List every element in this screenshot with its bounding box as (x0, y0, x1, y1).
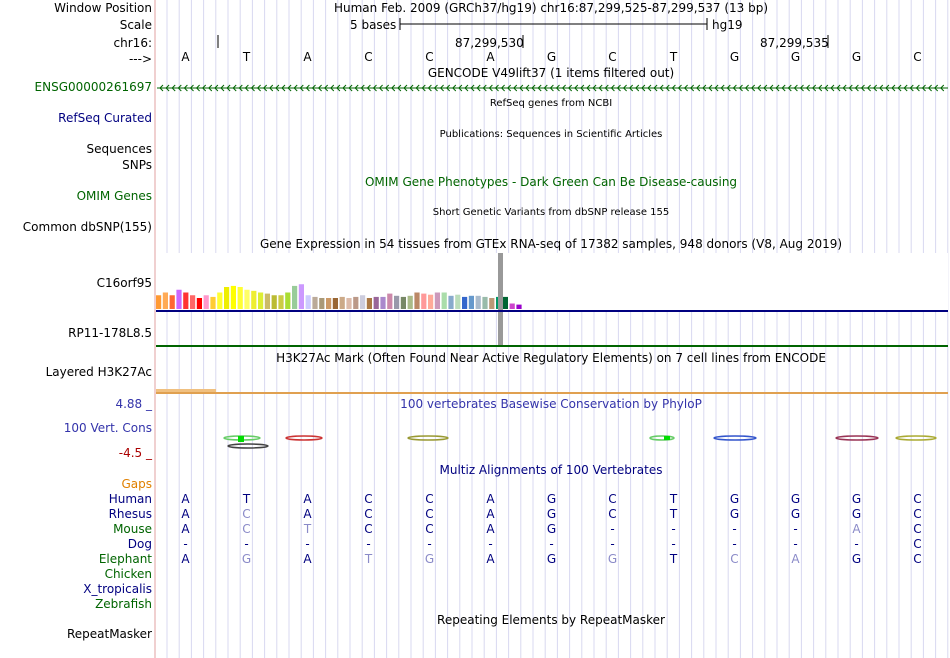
multiz-aligned-base: T (669, 507, 678, 521)
multiz-aligned-base: A (486, 507, 495, 521)
cons-min-label: -4.5 _ (118, 446, 152, 460)
window-position-value: Human Feb. 2009 (GRCh37/hg19) chr16:87,299,525-87,299,537 (13 bp) (333, 1, 769, 15)
reference-base: C (913, 50, 922, 64)
gtex-track-title: Gene Expression in 54 tissues from GTEx RNA-seq of 17382 samples, 948 donors (V8, Aug 2019) (259, 237, 843, 251)
multiz-aligned-base: C (425, 507, 434, 521)
multiz-aligned-base: G (607, 552, 618, 566)
multiz-species-label: X_tropicalis (83, 582, 152, 596)
multiz-aligned-base: G (424, 552, 435, 566)
multiz-aligned-base: G (729, 507, 740, 521)
gtex-tissue-bar (489, 298, 494, 309)
multiz-aligned-base: - (549, 537, 554, 551)
gtex-tissue-bar (435, 293, 440, 310)
multiz-aligned-base: - (305, 537, 310, 551)
multiz-aligned-base: - (793, 537, 798, 551)
multiz-aligned-base: C (364, 492, 373, 506)
multiz-aligned-base: T (669, 492, 678, 506)
multiz-aligned-base: - (732, 522, 737, 536)
gtex-tissue-bar (374, 297, 379, 309)
cons-track-label[interactable]: 100 Vert. Cons (63, 421, 152, 435)
coordinate-label-1: 87,299,530 (455, 36, 524, 50)
multiz-aligned-base: A (181, 492, 190, 506)
gtex-tissue-bar (510, 304, 515, 310)
multiz-aligned-base: C (608, 507, 617, 521)
multiz-aligned-base: A (486, 522, 495, 536)
gtex-tissue-bar (306, 295, 311, 309)
window-position-label: Window Position (54, 1, 152, 15)
multiz-aligned-base: C (730, 552, 739, 566)
conservation-alignment-glyph (286, 436, 322, 440)
multiz-aligned-base: G (790, 507, 801, 521)
publications-track-title: Publications: Sequences in Scientific Articles (439, 129, 663, 140)
multiz-aligned-base: G (851, 492, 862, 506)
multiz-aligned-base: C (364, 522, 373, 536)
gtex-tissue-bar (197, 298, 202, 309)
publications-sequences-label[interactable]: Sequences (86, 142, 152, 156)
multiz-aligned-base: - (671, 537, 676, 551)
omim-track-label[interactable]: OMIM Genes (76, 189, 152, 203)
gtex-tissue-bar (265, 294, 270, 309)
multiz-aligned-base: - (671, 522, 676, 536)
multiz-aligned-base: - (366, 537, 371, 551)
gtex-tissue-bar (217, 293, 222, 310)
multiz-aligned-base: C (242, 522, 251, 536)
h3k27ac-track-label[interactable]: Layered H3K27Ac (45, 365, 152, 379)
multiz-aligned-base: G (241, 552, 252, 566)
gtex-tissue-bar (516, 305, 521, 309)
multiz-aligned-base: T (669, 552, 678, 566)
conservation-highlight-glyph (238, 436, 244, 442)
multiz-aligned-base: C (242, 507, 251, 521)
multiz-aligned-base: C (913, 537, 922, 551)
gtex-tissue-bar (244, 290, 249, 309)
gtex-tissue-bar (204, 295, 209, 309)
multiz-species-label: Rhesus (108, 507, 152, 521)
gtex-tissue-bar (163, 293, 168, 310)
multiz-aligned-base: G (851, 552, 862, 566)
conservation-alignment-glyph (228, 444, 268, 448)
gtex-tissue-bar (462, 297, 467, 309)
multiz-species-label: Human (108, 492, 152, 506)
gtex-tissue-bar (333, 298, 338, 309)
multiz-aligned-base: - (183, 537, 188, 551)
reference-base: C (608, 50, 617, 64)
gtex-tissue-bar (421, 294, 426, 309)
gtex-tissue-bar (326, 298, 331, 309)
gtex-tissue-bar (428, 295, 433, 309)
gencode-track-title: GENCODE V49lift37 (1 items filtered out) (427, 66, 675, 80)
gtex-tissue-bar (210, 297, 215, 309)
scale-label: Scale (119, 18, 152, 32)
multiz-aligned-base: C (425, 522, 434, 536)
conservation-alignment-glyph (650, 436, 674, 440)
gtex-tissue-bar (278, 295, 283, 309)
multiz-aligned-base: T (242, 492, 251, 506)
gtex-tissue-bar (353, 297, 358, 309)
gtex-tissue-bar (408, 296, 413, 309)
cons-max-label: 4.88 _ (115, 397, 152, 411)
gtex-gene-label-1[interactable]: C16orf95 (96, 276, 152, 290)
multiz-species-label: Dog (127, 537, 152, 551)
multiz-aligned-base: C (364, 507, 373, 521)
gtex-tissue-bar (231, 286, 236, 309)
conservation-highlight-glyph (664, 436, 670, 440)
multiz-aligned-base: G (546, 552, 557, 566)
gtex-highlight-bar (498, 253, 503, 345)
gtex-tissue-bar (319, 298, 324, 309)
multiz-aligned-base: C (913, 522, 922, 536)
gtex-tissue-bar (442, 293, 447, 310)
multiz-aligned-base: G (546, 492, 557, 506)
multiz-aligned-base: - (488, 537, 493, 551)
multiz-gaps-label: Gaps (121, 477, 152, 491)
h3k27ac-signal-peak (156, 389, 216, 392)
repeatmasker-track-label[interactable]: RepeatMasker (66, 627, 152, 641)
reference-base: C (425, 50, 434, 64)
gtex-tissue-bar (258, 293, 263, 310)
multiz-aligned-base: A (791, 552, 800, 566)
gtex-tissue-bar (292, 286, 297, 309)
multiz-aligned-base: A (181, 522, 190, 536)
gtex-tissue-bar (156, 295, 161, 309)
reference-base: G (546, 50, 557, 64)
chrom-label: chr16: (113, 36, 152, 50)
gtex-tissue-bar (455, 295, 460, 309)
multiz-species-label: Zebrafish (95, 597, 152, 611)
reference-base: T (242, 50, 251, 64)
gtex-tissue-bar (285, 293, 290, 310)
reference-base: T (669, 50, 678, 64)
conservation-alignment-glyph (896, 436, 936, 440)
publications-snps-label[interactable]: SNPs (122, 158, 152, 172)
gtex-tissue-bar (238, 287, 243, 309)
gtex-tissue-bar (367, 298, 372, 309)
multiz-species-label: Chicken (104, 567, 152, 581)
refseq-track-title: RefSeq genes from NCBI (489, 98, 613, 109)
multiz-aligned-base: C (913, 552, 922, 566)
gtex-gene-label-2[interactable]: RP11-178L8.5 (68, 326, 152, 340)
multiz-aligned-base: - (732, 537, 737, 551)
multiz-aligned-base: G (546, 507, 557, 521)
gencode-gene-label[interactable]: ENSG00000261697 (34, 80, 152, 94)
refseq-track-label[interactable]: RefSeq Curated (58, 111, 152, 125)
multiz-aligned-base: C (913, 507, 922, 521)
multiz-aligned-base: T (303, 522, 312, 536)
multiz-aligned-base: C (608, 492, 617, 506)
multiz-aligned-base: - (854, 537, 859, 551)
reference-base: C (364, 50, 373, 64)
multiz-aligned-base: A (486, 552, 495, 566)
multiz-aligned-base: T (364, 552, 373, 566)
gtex-tissue-bar (414, 293, 419, 310)
dbsnp-track-title: Short Genetic Variants from dbSNP release 155 (432, 207, 670, 218)
reference-base: A (181, 50, 190, 64)
multiz-aligned-base: G (851, 507, 862, 521)
multiz-species-label: Elephant (98, 552, 152, 566)
scale-bar-text: 5 bases (350, 18, 397, 32)
reference-base: G (790, 50, 801, 64)
gtex-tissue-bar (183, 293, 188, 310)
multiz-aligned-base: - (244, 537, 249, 551)
cons-track-title: 100 vertebrates Basewise Conservation by PhyloP (400, 397, 702, 411)
gtex-tissue-bar (340, 297, 345, 309)
dbsnp-track-label[interactable]: Common dbSNP(155) (22, 220, 152, 234)
gtex-tissue-bar (190, 295, 195, 309)
omim-track-title: OMIM Gene Phenotypes - Dark Green Can Be Disease-causing (364, 175, 738, 189)
gtex-tissue-bar (401, 297, 406, 309)
gtex-tissue-bar (380, 297, 385, 309)
multiz-aligned-base: A (303, 507, 312, 521)
multiz-aligned-base: - (427, 537, 432, 551)
multiz-aligned-base: G (729, 492, 740, 506)
gtex-tissue-bar (272, 295, 277, 309)
gtex-tissue-bar (503, 297, 508, 309)
h3k27ac-track-title: H3K27Ac Mark (Often Found Near Active Regulatory Elements) on 7 cell lines from ENCODE (276, 351, 826, 365)
repeatmasker-track-title: Repeating Elements by RepeatMasker (437, 613, 665, 627)
gtex-tissue-bar (448, 296, 453, 309)
reference-base: G (851, 50, 862, 64)
multiz-track-title: Multiz Alignments of 100 Vertebrates (439, 463, 663, 477)
multiz-aligned-base: A (486, 492, 495, 506)
multiz-species-label: Mouse (113, 522, 152, 536)
multiz-aligned-base: C (913, 492, 922, 506)
multiz-aligned-base: A (303, 552, 312, 566)
multiz-aligned-base: - (610, 537, 615, 551)
reference-base: A (486, 50, 495, 64)
conservation-alignment-glyph (408, 436, 448, 440)
gtex-tissue-bar (476, 296, 481, 309)
gtex-tissue-bar (224, 287, 229, 309)
multiz-aligned-base: G (546, 522, 557, 536)
multiz-aligned-base: A (852, 522, 861, 536)
gtex-tissue-bar (251, 291, 256, 309)
reference-base: A (303, 50, 312, 64)
gtex-tissue-bar (387, 294, 392, 309)
strand-arrow-label: ---> (128, 52, 152, 66)
multiz-aligned-base: G (790, 492, 801, 506)
gtex-tissue-bar (346, 298, 351, 309)
scale-assembly: hg19 (712, 18, 743, 32)
gtex-tissue-bar (469, 296, 474, 309)
multiz-aligned-base: A (303, 492, 312, 506)
multiz-aligned-base: A (181, 507, 190, 521)
multiz-aligned-base: - (793, 522, 798, 536)
gtex-tissue-bar (482, 297, 487, 309)
gtex-tissue-bar (170, 295, 175, 309)
gtex-tissue-bar (299, 284, 304, 309)
conservation-alignment-glyph (714, 436, 756, 440)
multiz-aligned-base: C (425, 492, 434, 506)
conservation-alignment-glyph (836, 436, 878, 440)
gtex-tissue-bar (394, 296, 399, 309)
multiz-aligned-base: - (610, 522, 615, 536)
coordinate-label-2: 87,299,535 (760, 36, 829, 50)
gtex-tissue-bar (312, 297, 317, 309)
gtex-tissue-bar (360, 295, 365, 309)
reference-base: G (729, 50, 740, 64)
gtex-tissue-bar (176, 290, 181, 309)
multiz-aligned-base: A (181, 552, 190, 566)
